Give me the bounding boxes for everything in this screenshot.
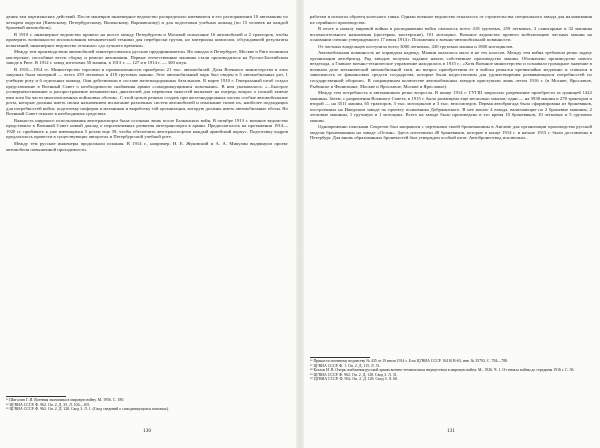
right-paragraph: Между тем потребность в автомашинах резко возросла. В конце 1914 г. ГУГШ запросило разрешение приобрести за границей 1422 машины. Затем, с разрешения Военного Совета, в 1915 г. было размещено еще несколько заказов: одни — на 3938 машин и 278 тракторов и второй — на 3511 машин, 65 тракторов, 3 тыс. мотоциклов и 3 тыс. велосипедов. Первая автобригада была сформирована из броневиков, построенных на Ижорском заводе по проекту полковника Добржанского. В нее вошло 4 взвода, включающие по 2 броневые машины, 2 легковые машины, 1 грузовую и 1 мотоцикл. Всего на заводе было произведено в это время 10 броневиков, 10 легковых и 5 грузовых машин. <box>310 90 592 123</box>
right-paragraph: От частных владельцев поступило всего 3000 легковых, 430 грузовых машин и 1800 мотоциклов. <box>318 43 514 49</box>
left-paragraph: Между тем производством автомобилей заинтересовались русские предприниматели. На заводах в Петербурге, Москве и Риге возникли мастерские, способные вести сборку и ремонт автомашин. Первые отечественные машины стали производиться на Русско-Балтийском заводе в Риге. В 1912 г. завод изготовил 50 машин, в 1913 г. — 127 и в 1914 г. — 300 штук. <box>6 49 288 66</box>
right-paragraph: В итоге к началу мировой войны в распоряжении войск оказалось всего 418 грузовых, 259 легковых, 2 санитарные и 32 машины вспомогательного назначения (цистерны, мастерские), 101 мотоцикл. Военное ведомство провело мобилизацию частных машин на основании спешно утвержденного 17 июля 1914 г. Положения о военно-автомобильной повинности. <box>310 26 592 43</box>
footnote: ³⁷ ЦГВИА СССР. Ф. 1. Оп. 2. Д. 115. Л. 51. <box>310 363 381 368</box>
right-paragraph: Одновременно поисками Секретов был направлен с чертежами своей бронемашины в Англию для организации производства русской модели бронемашины на заводе «Остин». Здесь изготовили 48 броневиков, которые в конце 1914 г. и начале 1915 г. были доставлены в Петербург. Для вновь образованных бронечастей был утвержден особый штат. Автобронеотвод исключили... <box>310 124 592 141</box>
left-body <box>6 14 288 152</box>
right-paragraph: работам и испытал образец колесного танка. Однако военное ведомство отказалось от строительства специального завода для налаживания их серийного производства. <box>310 14 592 25</box>
footnote-rule <box>310 357 370 358</box>
left-page <box>6 14 288 434</box>
right-body <box>310 14 592 141</box>
footnote: ³⁸ Козлов И. В. Очерк снабжения русской армии военно-техническим имуществом в мировую войну. М., 1926. Ч. 1. От начала войны до середины 1916 г. С. 56. <box>310 368 575 373</box>
left-paragraph: Важность широкого использования автотранспорта была осознана лишь после Балканских войн. В октябре 1913 г. военное ведомство представило в Военный Совет новый доклад о перспективных развития автотранспорта в армии. Предполагалось на протяжении 1914—1920 гг. прибавить к уже имеющимся 5 ротам еще 39, чтобы обеспечить автотранспортом каждый армейский корпус. Подготовку кадров предлагалось провести в существующих авторотах и Петербургской учебной роте. <box>6 117 288 140</box>
footnote: ³⁹ ЦГВИА СССР. Ф. 962. Оп. 2. Д. 128. Свод 3. Л. 31. <box>310 372 398 377</box>
book-gutter <box>296 0 304 448</box>
left-paragraph: дения там партизанских действий. После маневров инженерное ведомство распределило имевшиеся в его распоряжении 10 автомашин по четырем округам (Киевскому, Петербургскому, Виленскому, Варшавскому) и для подготовки учебных команд (по 15 человек на каждой броневой автомобиль). <box>6 14 288 31</box>
footnote: ³⁶ Приказ по военному ведомству № 435 от 19 июля 1914 г. Б-ка ЦГВИА СССР. 10410 В-63, инв. № 35792. С. 784—788. <box>310 359 509 363</box>
right-paragraph: Автомобильная повинность не оправдала надежд. Машин оказалось мало и не тех классов. Между тем война требовала резко задачу организации автобригад. Ряд заводов получил задание начать собственное производство машин. Обозначено производство нового вездехода, а Главное военно-техническое управление находилось в 1915 г.: «Хотя Военное министерство и сознавало громадное значение в военном деле механической автомобильной тяги, но вопрос приобретения ее в войска решался чрезвычайно медленно и ставился в зависимость от финансовых средств государства, которые были недостаточны для удовлетворения развивающихся потребностей по государственной обороне». В сокращенном количестве автомобильных заводов приступили лишь летом 1916 г. (в Москве, Ярославле, Рыбинске и Филиппине, Москве и Ярославле, Москве и Ярославле). <box>310 50 592 89</box>
footnote: ³⁵ ЦГВИА СССР. Ф. 962. Оп. 2. Д. 128. Свод 3. Л. 1. (Свод сведений о самодвижущихся повозках). <box>6 407 169 412</box>
left-paragraph: Между тем русские инженеры продолжали искания. В 1914 г., например, Н. Е. Жуковский и А. А. Микулин выдвинули проект автомобиля повышенной проходимости. <box>6 141 288 152</box>
footnote: ³³ Шигалин Г. И. Военная экономика в мировую войну. М. 1956. С. 180. <box>6 398 125 402</box>
page-number: 130 <box>142 428 152 434</box>
footnote: ⁴⁰ ЦГВИА СССР. Ф. 962. Оп. 2. Д. 128. Свод 3. Л. 60. <box>310 377 398 382</box>
left-paragraph: В 1910—1914 гг. Министерство торговли и промышленности приобрело 21 тыс. автомобилей. Доля Военного министерства в этих закупках была мизерной — всего 259 легковых и 418 грузовых машин. Этот автомобильный парк был сведен в 5 автомобильных рот, 1 учебную роту и 6 отдельных команд. Они действовали в составе железнодорожных батальонов. В марте 1910 г. Генеральный штаб создал представление в Военный Совет о необходимости снабжения армии «самодвижущимися повозками». В нем указывалось: «...Быстрое усовершенствование и распространение механических двигателей для перевозки тяжестей вызывает на очередь вопрос о полной замене ими хотя бы части многочисленных войсковых обозов». С этой целью решено создать при железнодорожных частях особые автомобильные роты, которые должны иметь своим назначением испытание различных систем автомобилей и изыскание типов их, наиболее подходящих для потребностей войск; подготовку шоферов и механиков и выработку той организации, которую должны иметь автомобильные обозы. Но Военный Совет отказал в необходимых средствах. <box>6 66 288 117</box>
page-number: 131 <box>446 428 456 434</box>
left-paragraph: В 1910 г. инженерное ведомство провело на шоссе между Петербургом и Москвой испытание 16 автомобилей и 2 тракторов, чтобы проверить возможности использования механической техники для переброски грузов, но материалы комиссии, обсуждавшей результаты испытаний, инженерное ведомство отложило «до лучшего времени». <box>6 31 288 48</box>
right-footnotes <box>310 357 592 382</box>
right-page <box>310 14 592 434</box>
left-footnotes <box>6 396 288 412</box>
footnote-rule <box>6 396 66 397</box>
footnote: ³⁴ ЦГВИА СССР. Ф. 962. Оп. 2. Д. 35. Л. 104—105. <box>6 402 91 407</box>
